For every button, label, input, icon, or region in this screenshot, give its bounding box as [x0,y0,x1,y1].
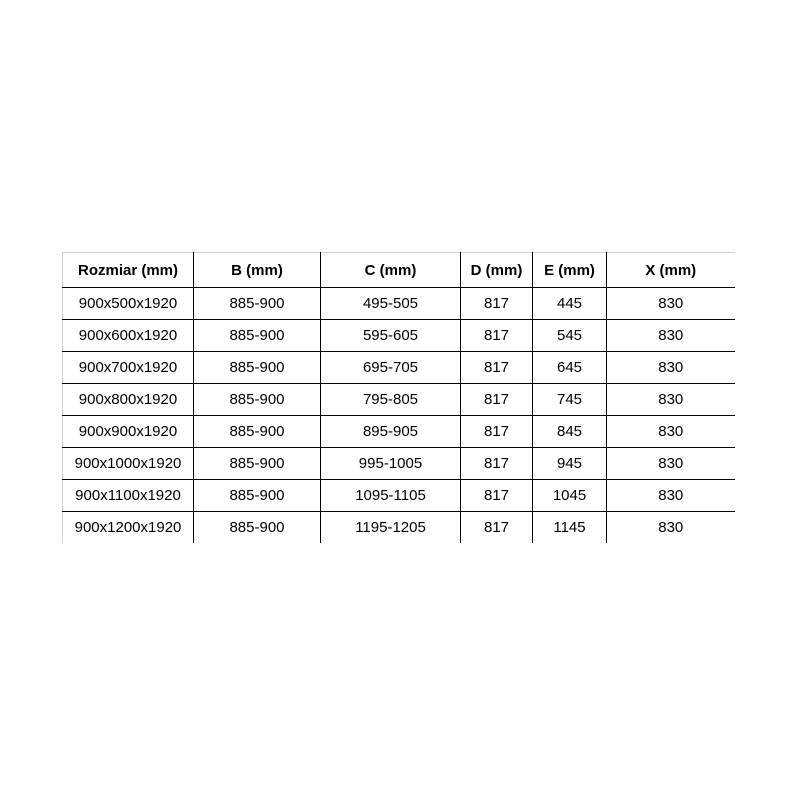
table-cell: 830 [607,288,735,320]
table-cell: 885-900 [194,320,321,352]
table-cell: 885-900 [194,512,321,544]
table-cell: 900x600x1920 [63,320,194,352]
table-cell: 795-805 [321,384,461,416]
table-cell: 817 [461,480,533,512]
table-cell: 900x500x1920 [63,288,194,320]
column-header: B (mm) [194,253,321,288]
table-cell: 545 [533,320,607,352]
table-row [63,480,735,512]
column-header: X (mm) [607,253,735,288]
table-cell: 695-705 [321,352,461,384]
table-cell: 830 [607,480,735,512]
table-cell: 817 [461,288,533,320]
table-cell: 885-900 [194,448,321,480]
table-cell: 885-900 [194,384,321,416]
table-cell: 895-905 [321,416,461,448]
table-cell: 900x800x1920 [63,384,194,416]
table-cell: 1045 [533,480,607,512]
table-row [63,352,735,384]
table-cell: 595-605 [321,320,461,352]
table-cell: 830 [607,416,735,448]
table-row [63,288,735,320]
table-cell: 817 [461,448,533,480]
table-cell: 830 [607,448,735,480]
table-cell: 885-900 [194,288,321,320]
table-cell: 817 [461,416,533,448]
column-header: Rozmiar (mm) [63,253,194,288]
table-cell: 1145 [533,512,607,544]
table-header-row [63,253,735,288]
table-cell: 830 [658,519,684,536]
table-row [63,448,735,480]
table-cell: 900x900x1920 [63,416,194,448]
table-cell: 900x1200x1920 [63,512,194,544]
column-header: E (mm) [533,253,607,288]
table-cell: 885-900 [194,416,321,448]
table-cell: 817 [461,512,533,544]
dimensions-spec-table [62,252,735,543]
table-cell: 495-505 [321,288,461,320]
table-cell: 945 [533,448,607,480]
table-cell: 745 [533,384,607,416]
table-row [63,384,735,416]
table-cell: 645 [533,352,607,384]
table-cell: 817 [461,320,533,352]
table-cell: 995-1005 [321,448,461,480]
column-header: D (mm) [461,253,533,288]
table-cell: 830 [607,384,735,416]
table-row [63,320,735,352]
table-cell: 817 [461,384,533,416]
table-cell: 900x1100x1920 [63,480,194,512]
table-cell: 885-900 [194,480,321,512]
table-cell: 885-900 [194,352,321,384]
table-cell: 900x1000x1920 [63,448,194,480]
table-cell: 1195-1205 [321,512,461,544]
table-row [63,416,735,448]
table-cell: 830 [607,352,735,384]
table-cell: 845 [533,416,607,448]
table-body [63,288,735,544]
table-cell: 445 [533,288,607,320]
table-cell: 900x700x1920 [63,352,194,384]
table-row [63,512,735,544]
table-cell: 817 [461,352,533,384]
column-header: C (mm) [321,253,461,288]
table-cell: 1095-1105 [321,480,461,512]
table-cell: 830 [607,320,735,352]
